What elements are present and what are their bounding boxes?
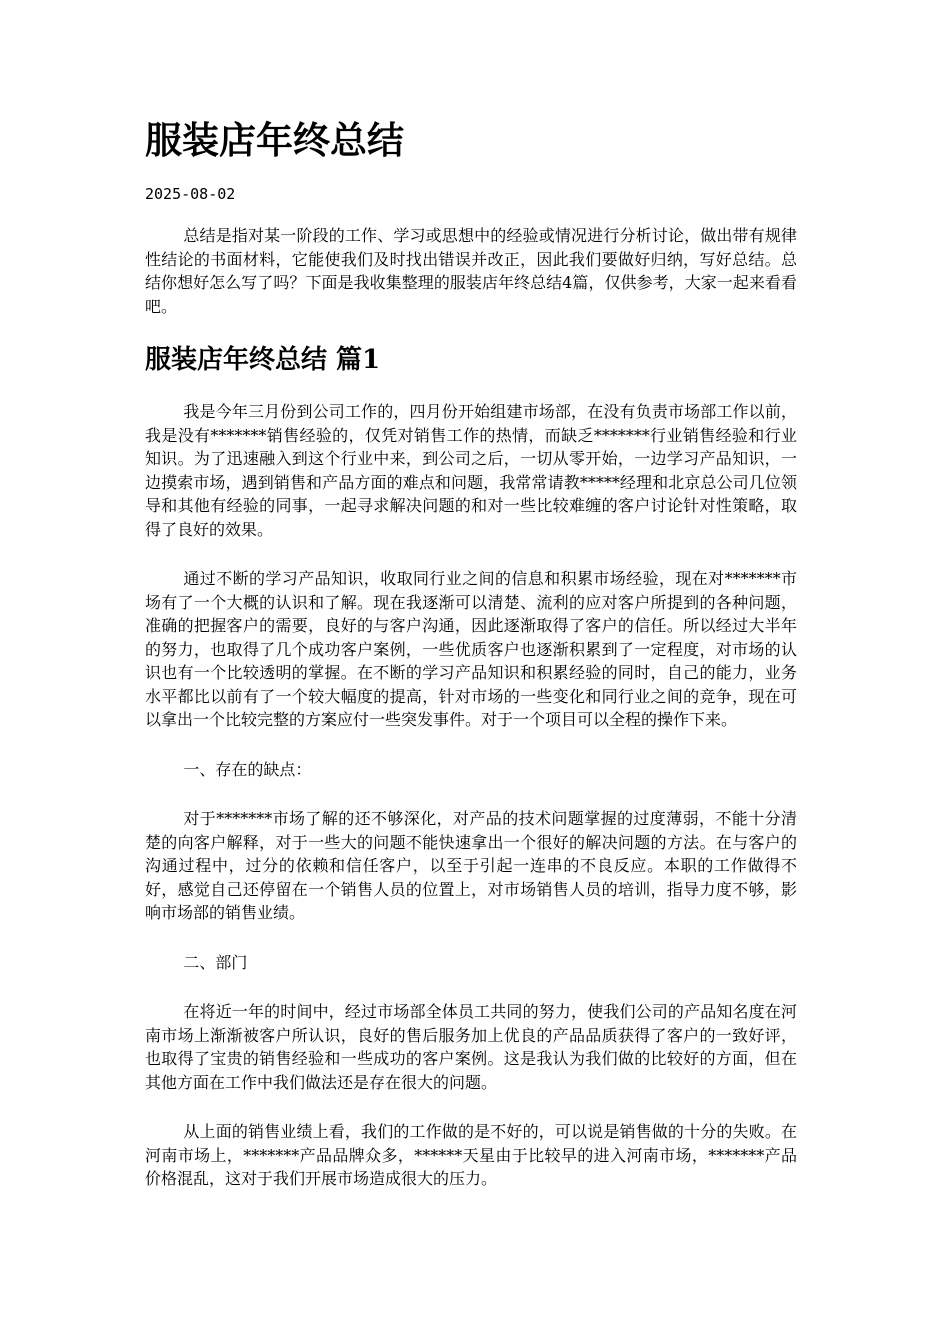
body-paragraph: 通过不断的学习产品知识，收取同行业之间的信息和积累市场经验，现在对*******市场有了一个大概的认识和了解。现在我逐渐可以清楚、流利的应对客户所提到的各种问题，准确的把握客户的需要，良好的与客户沟通，因此逐渐取得了客户的信任。所以经过大半年的努力，也取得了几个成功客户案例，一些优质客户也逐渐积累到了一定程度，对市场的认识也有一个比较透明的掌握。在不断的学习产品知识和积累经验的同时，自己的能力，业务水平都比以前有了一个较大幅度的提高，针对市场的一些变化和同行业之间的竞争，现在可以拿出一个比较完整的方案应付一些突发事件。对于一个项目可以全程的操作下来。	[145, 569, 797, 729]
body-paragraph: 我是今年三月份到公司工作的，四月份开始组建市场部，在没有负责市场部工作以前，我是没有*******销售经验的，仅凭对销售工作的热情，而缺乏*******行业销售经验和行业知识。为了迅速融入到这个行业中来，到公司之后，一切从零开始，一边学习产品知识，一边摸索市场，遇到销售和产品方面的难点和问题，我常常请教*****经理和北京总公司几位领导和其他有经验的同事，一起寻求解决问题的和对一些比较难缠的客户讨论针对性策略，取得了良好的效果。	[145, 402, 797, 539]
intro-paragraph: 总结是指对某一阶段的工作、学习或思想中的经验或情况进行分析讨论，做出带有规律性结论的书面材料，它能使我们及时找出错误并改正，因此我们要做好归纳，写好总结。总结你想好怎么写了吗？下面是我收集整理的服装店年终总结4篇，仅供参考，大家一起来看看吧。	[145, 226, 797, 316]
document-body	[145, 224, 797, 1217]
section-heading: 服装店年终总结 篇1	[145, 345, 381, 375]
subheading-department: 二、部门	[183, 952, 248, 972]
document-title: 服装店年终总结	[145, 118, 404, 162]
document-date: 2025-08-02	[145, 185, 236, 203]
subheading-shortcomings: 一、存在的缺点：	[183, 759, 312, 779]
body-paragraph: 从上面的销售业绩上看，我们的工作做的是不好的，可以说是销售做的十分的失败。在河南市场上，*******产品品牌众多，******天星由于比较早的进入河南市场，*******产品价格混乱，这对于我们开展市场造成很大的压力。	[145, 1122, 797, 1188]
body-paragraph: 对于*******市场了解的还不够深化，对产品的技术问题掌握的过度薄弱，不能十分清楚的向客户解释，对于一些大的问题不能快速拿出一个很好的解决问题的方法。在与客户的沟通过程中，过分的依赖和信任客户，以至于引起一连串的不良反应。本职的工作做得不好，感觉自己还停留在一个销售人员的位置上，对市场销售人员的培训，指导力度不够，影响市场部的销售业绩。	[145, 809, 797, 922]
body-paragraph: 在将近一年的时间中，经过市场部全体员工共同的努力，使我们公司的产品知名度在河南市场上渐渐被客户所认识，良好的售后服务加上优良的产品品质获得了客户的一致好评，也取得了宝贵的销售经验和一些成功的客户案例。这是我认为我们做的比较好的方面，但在其他方面在工作中我们做法还是存在很大的问题。	[145, 1002, 797, 1092]
